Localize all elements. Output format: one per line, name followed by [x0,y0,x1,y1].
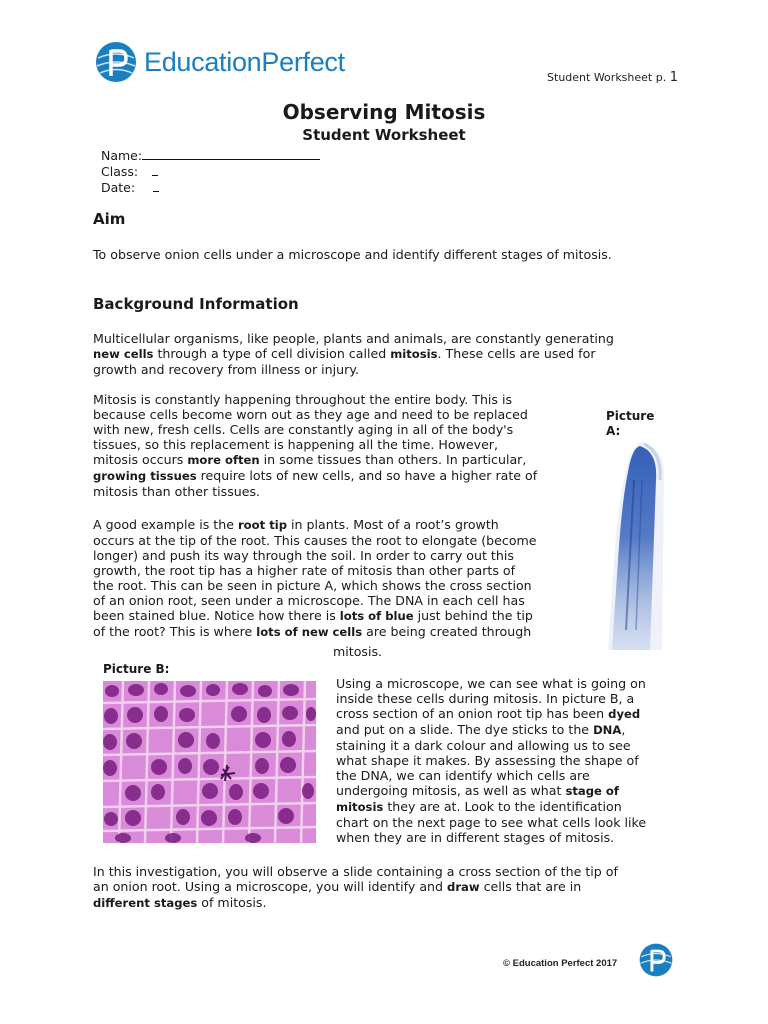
aim-heading: Aim [93,210,126,228]
picture-a-caption: Picture A: [606,409,655,438]
page-title: Observing Mitosis [282,100,486,124]
background-paragraph-2: Mitosis is constantly happening throughout the entire body. This is because cells become worn out as they age and need to be replaced with new, fresh cells. Cells are constantly aging in all of the body's tissues, so this replacement is happening all the time. However, mitosis occurs more often in some tissues than others. In particular, growing tissues require lots of new cells, and so have a higher rate of mitosis than other tissues. [93,392,538,499]
footer-copyright: © Education Perfect 2017 [503,958,618,969]
date-field[interactable]: Date: [101,178,159,195]
brand-name: EducationPerfect [144,46,345,77]
page-subtitle: Student Worksheet [302,126,466,144]
background-heading: Background Information [93,295,299,313]
page-indicator: Student Worksheet p. 1 [547,70,678,85]
background-paragraph-4: Using a microscope, we can see what is going on inside these cells during mitosis. In picture B, a cross section of an onion root tip has been dyed and put on a slide. The dye sticks to the DNA, staining it a dark colour and allowing us to see what shape it makes. By assessing the shape of the DNA, we can identify which cells are undergoing mitosis, as well as what stage of mitosis they are at. Look to the identification chart on the next page to see what cells look like when they are in different stages of mitosis. [336,676,647,845]
background-paragraph-3: A good example is the root tip in plants. Most of a root’s growth occurs at the tip of the root. This causes the root to elongate (become longer) and push its way through the soil. In order to carry out this growth, the root tip has a higher rate of mitosis than other parts of the root. This can be seen in picture A, which shows the cross section of an onion root, seen under a microscope. The DNA in each cell has been stained blue. Notice how there is lots of blue just behind the tip of the root? This is where lots of new cells are being created through [93,517,537,639]
footer-logo-icon [638,942,674,978]
education-perfect-logo-icon [94,40,138,84]
background-paragraph-1: Multicellular organisms, like people, plants and animals, are constantly generating new cells through a type of cell division called mitosis. These cells are used for growth and recovery from illness or injury. [93,331,614,377]
name-field[interactable]: Name: [101,146,320,163]
class-field[interactable]: Class: [101,162,158,179]
picture-b-onion-cells-image [103,681,316,843]
background-paragraph-5: In this investigation, you will observe a slide containing a cross section of the tip of an onion root. Using a microscope, you will identify and draw cells that are in different stages of mitosis. [93,864,618,910]
picture-b-caption: Picture B: [103,662,170,676]
brand-logo [94,40,345,84]
picture-a-root-tip-image [604,440,668,650]
aim-text: To observe onion cells under a microscope and identify different stages of mitosis. [93,247,612,262]
background-paragraph-3-end: mitosis. [333,644,383,659]
